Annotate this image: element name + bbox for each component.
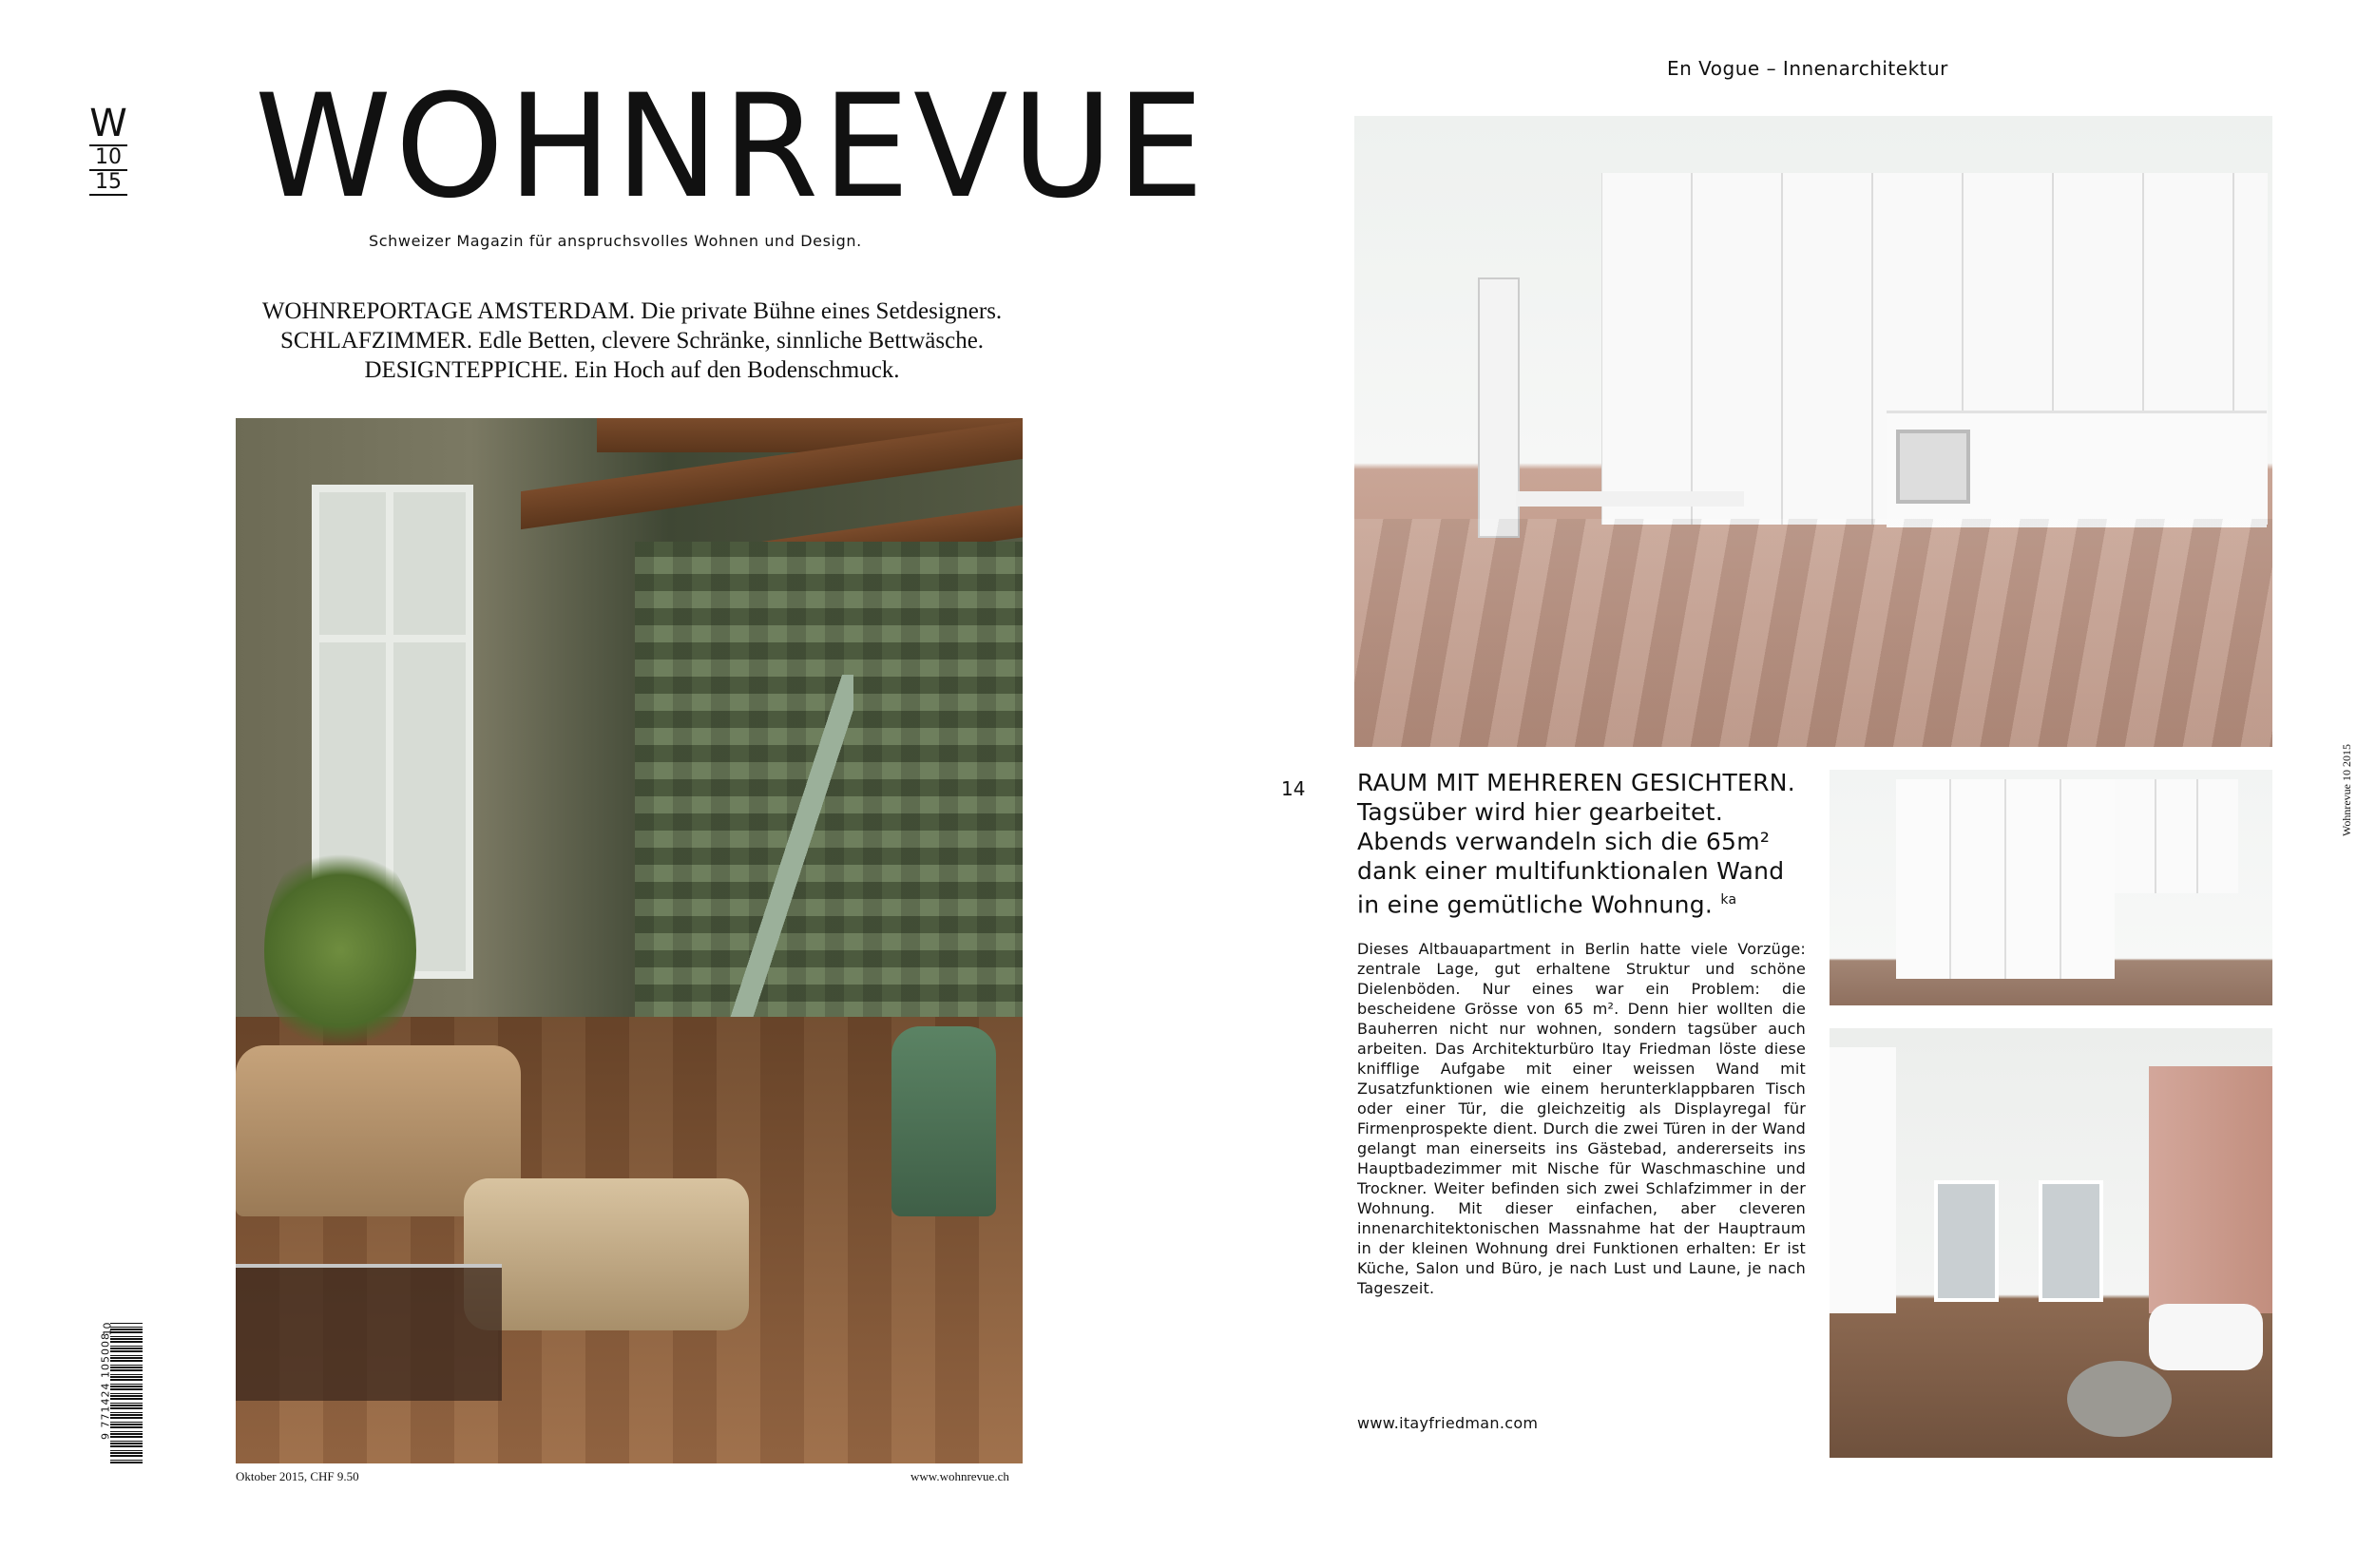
vertical-folio: Wohnrevue 10 2015 [2340,743,2353,836]
article-title: RAUM MIT MEHREREN GESICHTERN. [1357,769,1796,796]
photo-kitchen-multifunction-wall [1354,116,2272,747]
masthead-logo: WOHNREVUE [255,65,1208,230]
article-lead-text: Tagsüber wird hier gearbeitet. Abends verwandeln sich die 65m² dank einer multifunktionalen Wand in eine gemütliche Wohnung. [1357,798,1785,919]
barcode-bars [110,1323,143,1463]
author-initials: ka [1720,892,1737,908]
cover-headlines [181,296,1083,385]
cover-url: www.wohnrevue.ch [910,1469,1009,1483]
photo-living-room [1830,1028,2272,1458]
cover-headline: DESIGNTEPPICHE. Ein Hoch auf den Bodenschmuck. [364,357,900,383]
issue-letter: W [89,102,127,145]
article-heading [1357,768,1813,919]
cover-date-price: Oktober 2015, CHF 9.50 [236,1469,359,1483]
masthead-tagline: Schweizer Magazin für anspruchsvolles Wohnen und Design. [369,232,862,250]
page-number: 14 [1281,777,1306,800]
photo-wall-closed [1830,770,2272,1005]
barcode-number: 9 771424 105008 [99,1332,112,1440]
section-label: En Vogue – Innenarchitektur [1667,57,1948,80]
cover-headline: WOHNREPORTAGE AMSTERDAM. Die private Bühne eines Setdesigners. [261,298,1003,324]
cover-photo-loft-interior [236,418,1023,1463]
barcode-issue: 10 [101,1322,114,1336]
issue-badge [89,103,127,196]
cover-headline: SCHLAFZIMMER. Edle Betten, clevere Schränke, sinnliche Bettwäsche. [279,328,985,354]
article-body: Dieses Altbauapartment in Berlin hatte viele Vorzüge: zentrale Lage, gut erhaltene Struktur und schöne Dielenböden. Nur eines war ein Problem: die bescheidene Grösse von 65 m². Denn hier wollten die Bauherren nicht nur wohnen, sondern tagsüber auch arbeiten. Das Architekturbüro Itay Friedman löste diese knifflige Aufgabe mit einer weissen Wand mit Zusatzfunktionen wie einem herunterklappbaren Tisch oder einer Tür, die gleichzeitig als Displayregal für Firmenprospekte dient. Durch die zwei Türen in der Wand gelangt man einerseits ins Gästebad, andererseits ins Hauptbadezimmer mit Nische für Waschmaschine und Trockner. Weiter befinden sich zwei Schlafzimmer in der Wohnung. Mit dieser einfachen, aber cleveren innenarchitektonischen Massnahme hat der Hauptraum in der kleinen Wohnung drei Funktionen erhalten: Er ist Küche, Salon und Büro, je nach Lust und Laune, je nach Tageszeit. [1357,940,1806,1297]
article-link[interactable]: www.itayfriedman.com [1357,1414,1539,1432]
issue-month: 10 [89,144,127,169]
article-lead [1357,797,1813,919]
issue-year: 15 [89,169,127,196]
barcode [97,1323,143,1463]
